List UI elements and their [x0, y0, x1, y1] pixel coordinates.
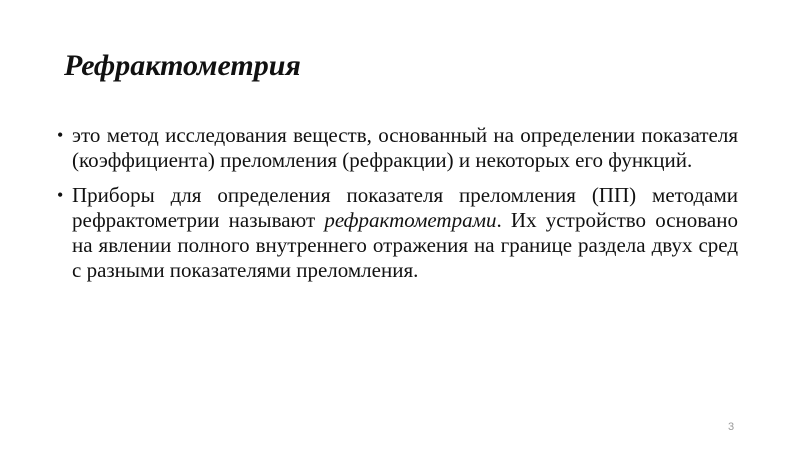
page-number: 3 — [728, 421, 735, 433]
bullet-text-after: . Их устройство основано на явлении полного внутреннего отражения на границе раздела двух сред с разными показателями преломления. — [72, 208, 738, 282]
emphasized-term: рефрактометрами — [324, 208, 497, 232]
slide-title: Рефрактометрия — [64, 49, 301, 82]
bullet-item-definition — [52, 123, 738, 173]
bullet-icon: • — [57, 125, 64, 145]
bullet-list — [52, 123, 738, 293]
bullet-icon: • — [57, 185, 64, 205]
bullet-text: это метод исследования веществ, основанный на определении показателя (коэффициента) преломления (рефракции) и некоторых его функций. — [72, 123, 738, 172]
bullet-item-devices — [52, 183, 738, 283]
bullet-text-before: Приборы для определения показателя преломления (ПП) методами рефрактометрии называют — [72, 183, 738, 232]
